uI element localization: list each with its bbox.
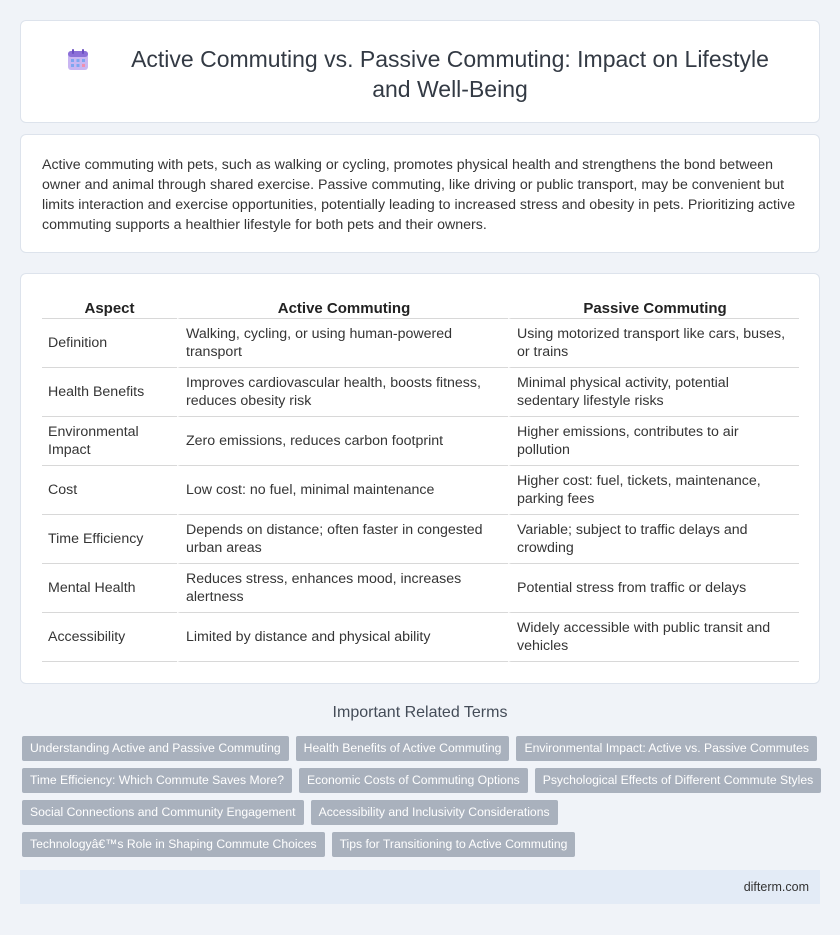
- tag-row: [22, 800, 822, 825]
- table-cell: Low cost: no fuel, minimal maintenance: [177, 466, 508, 515]
- table-cell: Time Efficiency: [42, 515, 177, 564]
- table-cell: Cost: [42, 466, 177, 515]
- table-cell: Minimal physical activity, potential sedentary lifestyle risks: [508, 368, 799, 417]
- table-cell: Zero emissions, reduces carbon footprint: [177, 417, 508, 466]
- related-terms-list: [22, 736, 822, 864]
- tag-row: [22, 832, 822, 857]
- table-cell: Higher cost: fuel, tickets, maintenance, parking fees: [508, 466, 799, 515]
- header-passive: Passive Commuting: [508, 297, 799, 319]
- tag-row: [22, 736, 822, 761]
- table-cell: Higher emissions, contributes to air pollution: [508, 417, 799, 466]
- table-row: [42, 466, 799, 515]
- related-term-tag[interactable]: Social Connections and Community Engagement: [22, 800, 304, 825]
- table-cell: Mental Health: [42, 564, 177, 613]
- intro-card: [20, 134, 820, 253]
- table-row: [42, 515, 799, 564]
- table-cell: Definition: [42, 319, 177, 368]
- related-term-tag[interactable]: Environmental Impact: Active vs. Passive Commutes: [516, 736, 816, 761]
- footer-site-link[interactable]: difterm.com: [743, 880, 809, 894]
- related-terms-heading: Important Related Terms: [332, 704, 508, 721]
- related-term-tag[interactable]: Understanding Active and Passive Commuting: [22, 736, 289, 761]
- related-term-tag[interactable]: Accessibility and Inclusivity Considerations: [311, 800, 558, 825]
- table-cell: Health Benefits: [42, 368, 177, 417]
- table-cell: Improves cardiovascular health, boosts fitness, reduces obesity risk: [177, 368, 508, 417]
- title-card: [20, 20, 820, 123]
- related-term-tag[interactable]: Health Benefits of Active Commuting: [296, 736, 510, 761]
- related-term-tag[interactable]: Technologyâ€™s Role in Shaping Commute Choices: [22, 832, 325, 857]
- table-header-row: [42, 297, 799, 319]
- table-row: [42, 613, 799, 662]
- page-title: Active Commuting vs. Passive Commuting: Impact on Lifestyle and Well-Being: [131, 46, 769, 102]
- related-term-tag[interactable]: Tips for Transitioning to Active Commuting: [332, 832, 576, 857]
- table-cell: Depends on distance; often faster in congested urban areas: [177, 515, 508, 564]
- table-cell: Variable; subject to traffic delays and crowding: [508, 515, 799, 564]
- comparison-table: [42, 297, 799, 662]
- table-cell: Potential stress from traffic or delays: [508, 564, 799, 613]
- table-cell: Accessibility: [42, 613, 177, 662]
- table-cell: Widely accessible with public transit and vehicles: [508, 613, 799, 662]
- table-row: [42, 417, 799, 466]
- header-aspect: Aspect: [42, 297, 177, 319]
- table-row: [42, 564, 799, 613]
- footer: [20, 870, 820, 904]
- table-row: [42, 368, 799, 417]
- table-cell: Using motorized transport like cars, buses, or trains: [508, 319, 799, 368]
- table-cell: Limited by distance and physical ability: [177, 613, 508, 662]
- related-term-tag[interactable]: Economic Costs of Commuting Options: [299, 768, 528, 793]
- table-cell: Reduces stress, enhances mood, increases alertness: [177, 564, 508, 613]
- table-cell: Environmental Impact: [42, 417, 177, 466]
- intro-paragraph: Active commuting with pets, such as walking or cycling, promotes physical health and strengthens the bond between owner and animal through shared exercise. Passive commuting, like driving or public transport, may be convenient but limits interaction and exercise opportunities, potentially leading to increased stress and obesity in pets. Prioritizing active commuting supports a healthier lifestyle for both pets and their owners.: [42, 157, 796, 233]
- tag-row: [22, 768, 822, 793]
- table-row: [42, 319, 799, 368]
- related-term-tag[interactable]: Time Efficiency: Which Commute Saves More?: [22, 768, 292, 793]
- header-active: Active Commuting: [177, 297, 508, 319]
- comparison-card: [20, 273, 820, 684]
- related-term-tag[interactable]: Psychological Effects of Different Commute Styles: [535, 768, 822, 793]
- table-cell: Walking, cycling, or using human-powered transport: [177, 319, 508, 368]
